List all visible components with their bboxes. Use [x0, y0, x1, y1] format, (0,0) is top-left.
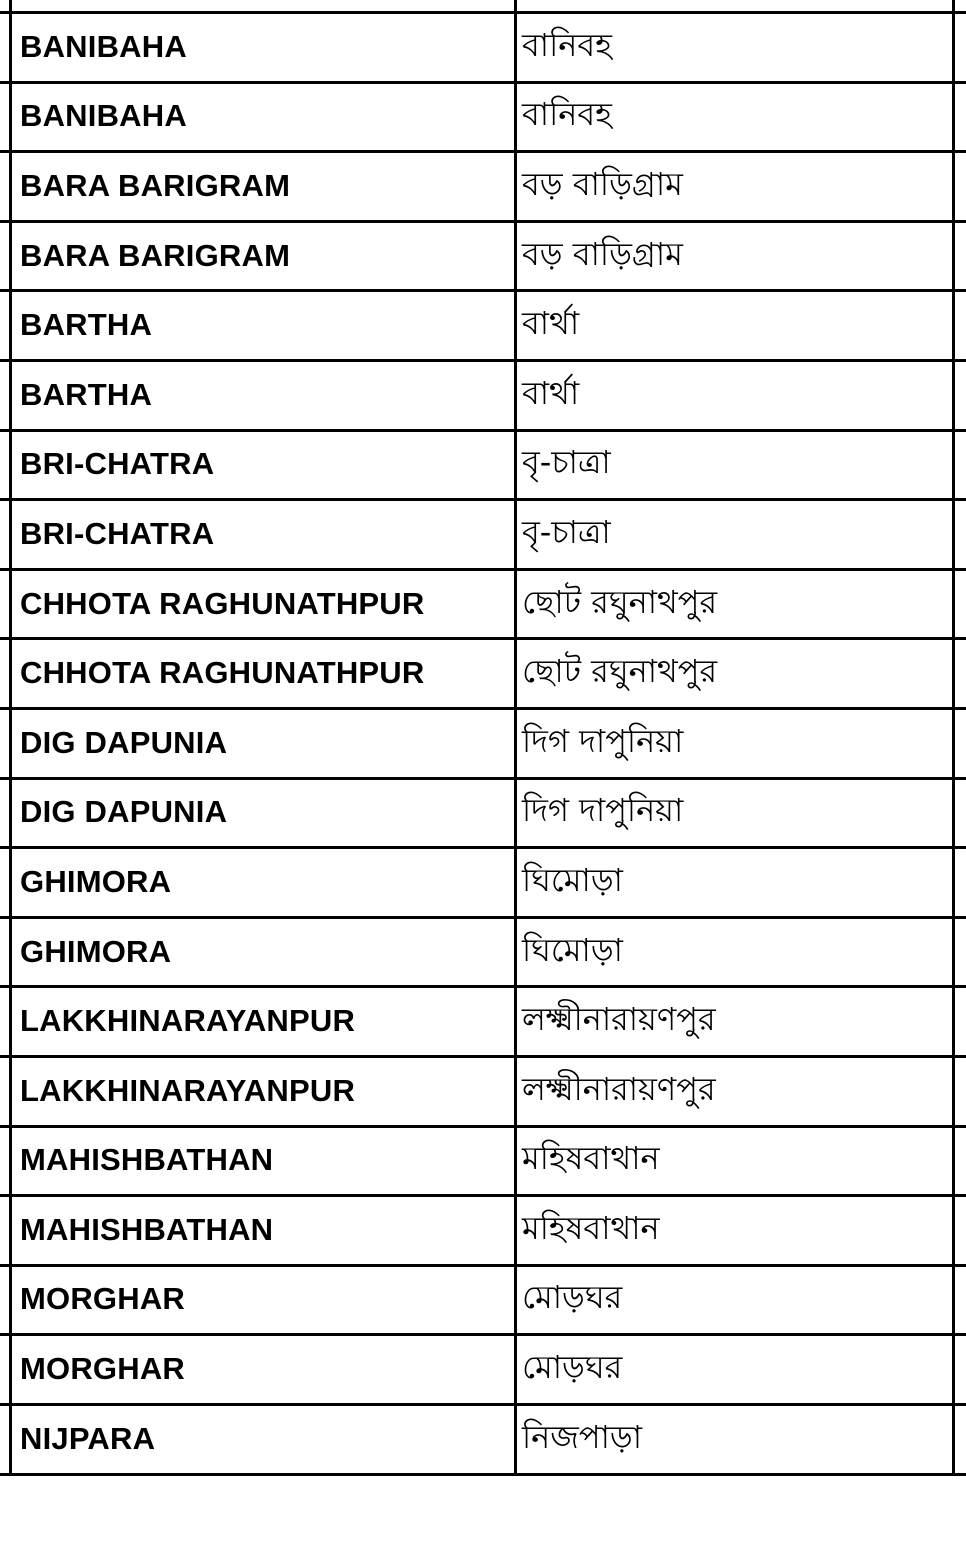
table-row — [0, 1265, 966, 1335]
english-name-cell: BARTHA — [20, 376, 153, 412]
bengali-name-cell: মহিষবাথান — [522, 1139, 660, 1178]
table-row — [0, 708, 966, 778]
bengali-name-cell: বানিবহ — [522, 25, 612, 64]
bengali-name-cell: বার্থা — [522, 373, 580, 412]
bengali-name-cell: বৃ-চাত্রা — [522, 512, 611, 551]
bengali-name-cell: বার্থা — [522, 304, 580, 343]
table-row — [0, 151, 966, 221]
english-name-cell: DIG DAPUNIA — [20, 724, 228, 760]
table-row — [0, 917, 966, 987]
english-name-cell: CHHOTA RAGHUNATHPUR — [20, 585, 425, 621]
bengali-name-cell: ঘিমোড়া — [522, 930, 623, 969]
bengali-name-cell: বৃ-চাত্রা — [522, 443, 611, 482]
table-row — [0, 221, 966, 291]
table-row — [0, 569, 966, 639]
bengali-name-cell: বড় বাড়িগ্রাম — [522, 164, 683, 203]
english-name-cell: MORGHAR — [20, 1351, 185, 1387]
bengali-name-cell: বড় বাড়িগ্রাম — [522, 234, 683, 273]
bengali-name-cell: মোড়ঘর — [522, 1278, 623, 1317]
table-row — [0, 290, 966, 360]
english-name-cell: MORGHAR — [20, 1281, 185, 1317]
table-row — [0, 1056, 966, 1126]
bengali-name-cell: লক্ষ্মীনারায়ণপুর — [522, 1000, 716, 1039]
table-row — [0, 1126, 966, 1196]
english-name-cell: BRI-CHATRA — [20, 515, 215, 551]
table-row — [0, 430, 966, 500]
bengali-name-cell: দিগ দাপুনিয়া — [522, 791, 684, 830]
english-name-cell: LAKKHINARAYANPUR — [20, 1003, 356, 1039]
english-name-cell: BANIBAHA — [20, 98, 187, 134]
english-name-cell: BANIBAHA — [20, 28, 187, 64]
english-name-cell: CHHOTA RAGHUNATHPUR — [20, 655, 425, 691]
english-name-cell: NIJPARA — [20, 1420, 156, 1456]
english-name-cell: BARA BARIGRAM — [20, 167, 291, 203]
english-name-cell: GHIMORA — [20, 863, 172, 899]
english-name-cell: BRI-CHATRA — [20, 446, 215, 482]
english-name-cell: LAKKHINARAYANPUR — [20, 1072, 356, 1108]
bengali-name-cell: বানিবহ — [522, 95, 612, 134]
table-row — [0, 12, 966, 82]
bengali-name-cell: দিগ দাপুনিয়া — [522, 721, 684, 760]
village-name-table — [0, 12, 966, 1473]
table-row — [0, 1404, 966, 1474]
table-row — [0, 499, 966, 569]
english-name-cell: MAHISHBATHAN — [20, 1142, 274, 1178]
bengali-name-cell: ছোট রঘুনাথপুর — [522, 652, 718, 691]
table-row — [0, 847, 966, 917]
table-row — [0, 82, 966, 152]
english-name-cell: BARA BARIGRAM — [20, 237, 291, 273]
english-name-cell: DIG DAPUNIA — [20, 794, 228, 830]
bengali-name-cell: লক্ষ্মীনারায়ণপুর — [522, 1069, 716, 1108]
english-name-cell: BARTHA — [20, 307, 153, 343]
bengali-name-cell: ঘিমোড়া — [522, 860, 623, 899]
table-row — [0, 1334, 966, 1404]
table-row — [0, 778, 966, 848]
bengali-name-cell: মহিষবাথান — [522, 1208, 660, 1247]
english-name-cell: MAHISHBATHAN — [20, 1211, 274, 1247]
english-name-cell: GHIMORA — [20, 933, 172, 969]
bengali-name-cell: ছোট রঘুনাথপুর — [522, 582, 718, 621]
bengali-name-cell: নিজপাড়া — [522, 1417, 643, 1456]
table-row — [0, 638, 966, 708]
table-row — [0, 360, 966, 430]
bengali-name-cell: মোড়ঘর — [522, 1348, 623, 1387]
table-row — [0, 986, 966, 1056]
table-row — [0, 1195, 966, 1265]
